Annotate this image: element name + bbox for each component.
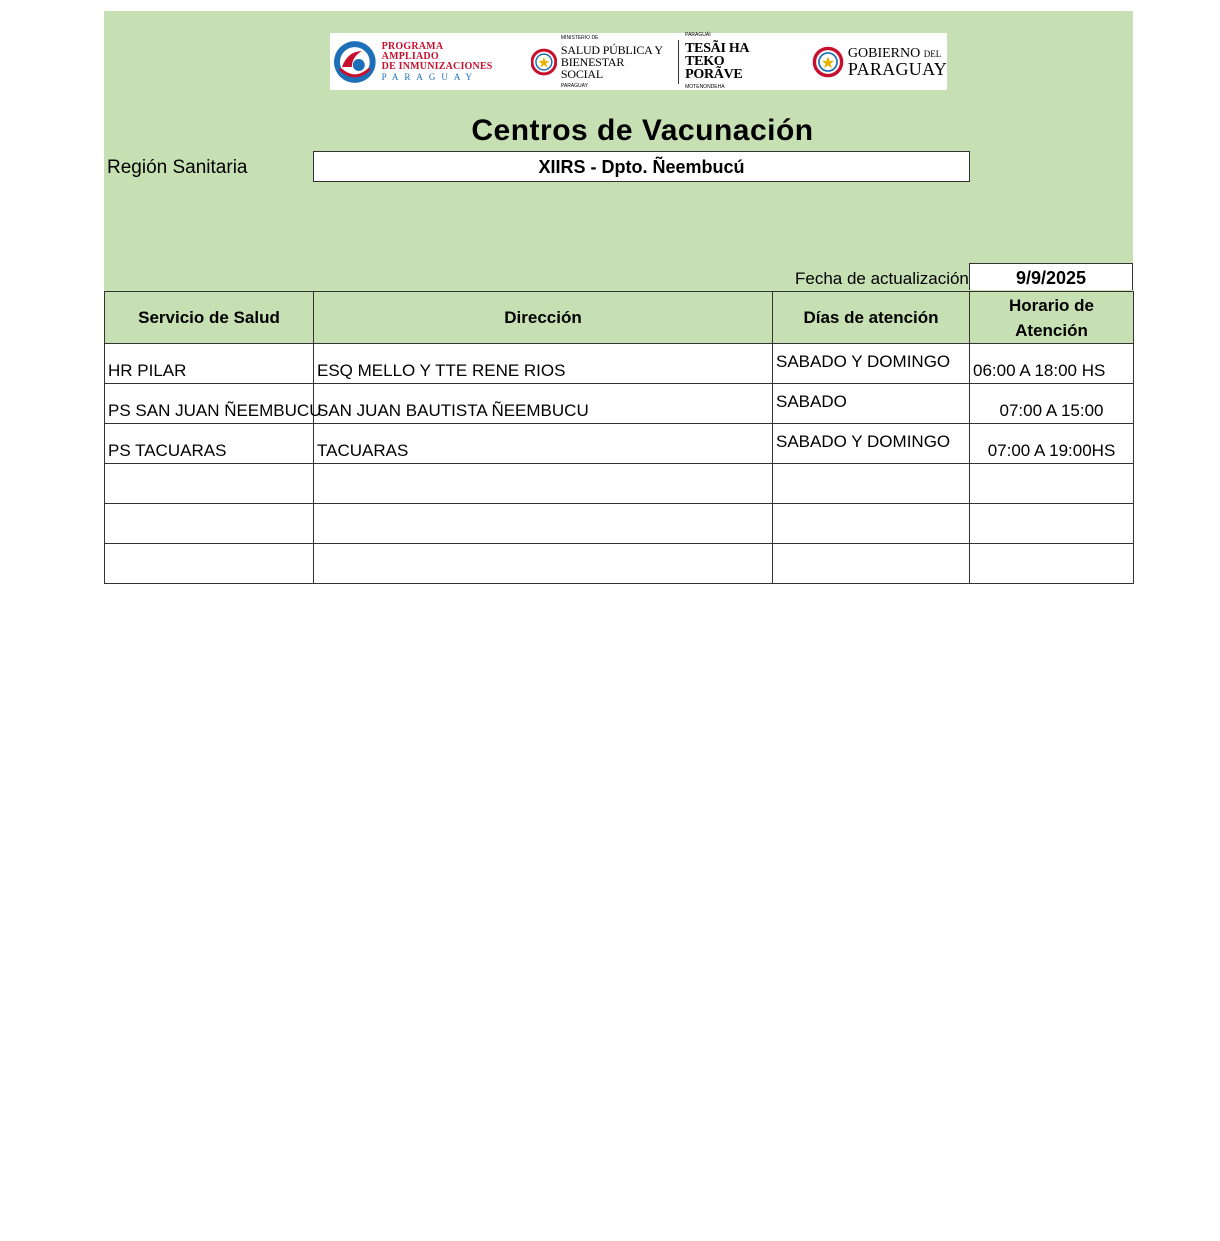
region-value: XIIRS - Dpto. Ñeembucú xyxy=(313,151,970,182)
cell-servicio xyxy=(105,464,314,504)
gobierno-line2: PARAGUAY xyxy=(847,59,948,79)
direccion-text: SAN JUAN BAUTISTA ÑEEMBUCU xyxy=(317,401,589,420)
header-horario-label: Horario de Atención xyxy=(1008,295,1095,340)
gobierno-logo xyxy=(790,33,947,90)
direccion-text: TACUARAS xyxy=(317,441,409,460)
cell-servicio xyxy=(105,384,322,424)
msp-logo xyxy=(501,33,668,90)
cell-servicio xyxy=(105,344,314,384)
table-row xyxy=(105,384,1134,424)
cell-horario xyxy=(970,464,1134,504)
region-label: Región Sanitaria xyxy=(107,157,248,178)
tesai-line1: TESÃI HA TEKO xyxy=(685,41,749,69)
table-row xyxy=(105,424,1134,464)
table-row xyxy=(105,464,1134,504)
cell-dias xyxy=(773,464,970,504)
header-band xyxy=(104,11,1133,291)
cell-horario xyxy=(970,384,1134,424)
msp-small-top: MINISTERIO DE xyxy=(560,34,599,41)
table-row xyxy=(105,544,1134,584)
gobierno-word: GOBIERNO xyxy=(847,46,921,61)
cell-servicio xyxy=(105,424,314,464)
pai-line3: PARAGUAY xyxy=(381,71,479,82)
vaccination-table xyxy=(104,291,1134,584)
gobierno-shield-icon xyxy=(812,45,844,79)
cell-servicio xyxy=(105,544,314,584)
update-label: Fecha de actualización xyxy=(795,269,969,288)
header-dias: Días de atención xyxy=(773,292,970,344)
cell-horario xyxy=(970,544,1134,584)
horario-text: 06:00 A 18:00 HS xyxy=(973,361,1106,380)
pai-line2: DE INMUNIZACIONES xyxy=(381,60,493,72)
logos-banner xyxy=(330,33,947,90)
gobierno-text xyxy=(848,46,947,77)
cell-horario xyxy=(970,344,1134,384)
paraguay-shield-icon xyxy=(531,47,557,77)
horario-text: 07:00 A 19:00HS xyxy=(987,441,1116,460)
pai-line1: PROGRAMA AMPLIADO xyxy=(381,40,443,62)
pai-text xyxy=(382,42,501,82)
table-row xyxy=(105,504,1134,544)
cell-direccion xyxy=(314,384,773,424)
cell-direccion xyxy=(314,424,773,464)
horario-text: 07:00 A 15:00 xyxy=(999,401,1104,420)
dias-text: SABADO xyxy=(776,392,847,411)
tesai-text xyxy=(685,29,790,94)
table-header-row xyxy=(105,292,1134,344)
tesai-line2: PORÃVE xyxy=(685,67,743,82)
header-servicio: Servicio de Salud xyxy=(105,292,314,344)
gobierno-del: DEL xyxy=(923,49,942,59)
pai-logo xyxy=(330,33,501,90)
servicio-text: PS SAN JUAN ÑEEMBUCU xyxy=(108,401,322,420)
servicio-text: PS TACUARAS xyxy=(108,441,227,460)
cell-direccion xyxy=(314,504,773,544)
cell-dias xyxy=(773,384,970,424)
msp-text xyxy=(561,32,668,92)
page-title: Centros de Vacunación xyxy=(471,114,814,147)
cell-servicio xyxy=(105,504,314,544)
msp-small-bottom: PARAGUAY xyxy=(560,82,588,89)
cell-direccion xyxy=(314,544,773,584)
tesai-small-top: PARAGUÁI xyxy=(685,32,711,38)
dias-text: SABADO Y DOMINGO xyxy=(776,432,951,451)
cell-dias xyxy=(773,544,970,584)
dias-text: SABADO Y DOMINGO xyxy=(776,352,951,371)
cell-direccion xyxy=(314,344,773,384)
table-row xyxy=(105,344,1134,384)
tesai-small-bottom: MOTENONDEHA xyxy=(685,84,725,90)
cell-horario xyxy=(970,504,1134,544)
header-horario xyxy=(970,292,1134,344)
cell-dias xyxy=(773,344,970,384)
direccion-text: ESQ MELLO Y TTE RENE RIOS xyxy=(317,361,566,380)
servicio-text: HR PILAR xyxy=(108,361,187,380)
tesai-logo xyxy=(679,33,790,90)
cell-horario xyxy=(970,424,1134,464)
update-date: 9/9/2025 xyxy=(969,263,1133,290)
pai-logo-icon xyxy=(332,39,378,85)
cell-dias xyxy=(773,424,970,464)
cell-direccion xyxy=(314,464,773,504)
header-direccion: Dirección xyxy=(314,292,773,344)
cell-dias xyxy=(773,504,970,544)
msp-line2: BIENESTAR SOCIAL xyxy=(560,54,625,81)
msp-line1: SALUD PÚBLICA Y xyxy=(560,42,663,57)
